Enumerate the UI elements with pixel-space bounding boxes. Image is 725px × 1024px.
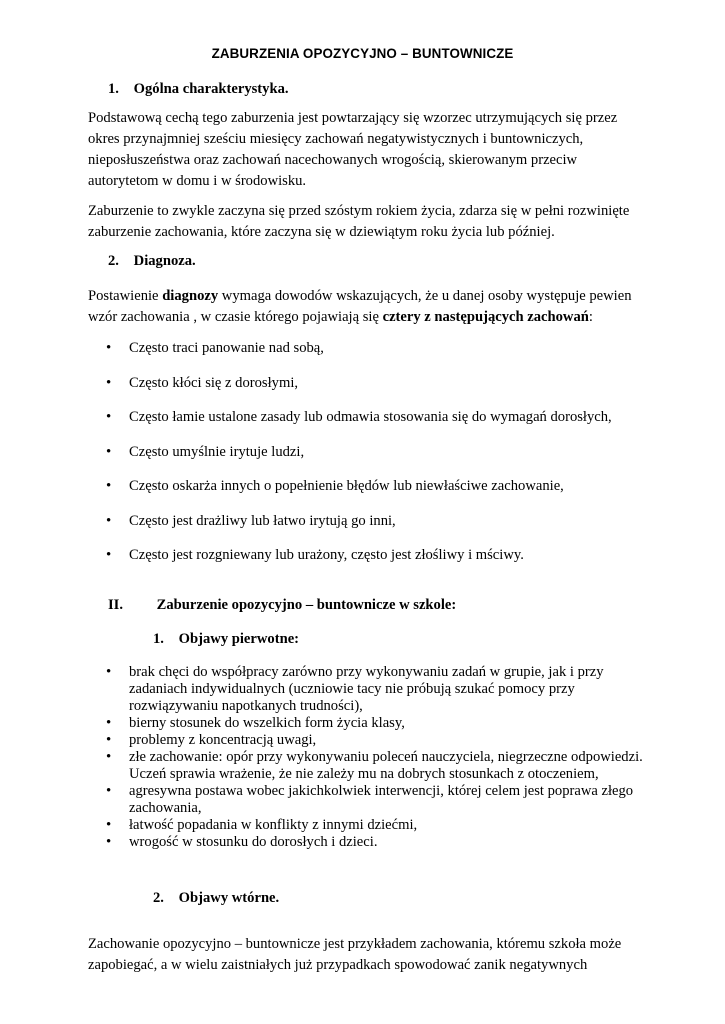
section-number: 2. [108, 253, 119, 269]
list-item: • wrogość w stosunku do dorosłych i dzieci. [88, 834, 648, 851]
text-run: Postawienie [88, 288, 163, 304]
list-item: • agresywna postawa wobec jakichkolwiek interwencji, której celem jest poprawa złego zachowania, [88, 783, 648, 817]
list-item: • Często oskarża innych o popełnienie błędów lub niewłaściwe zachowanie, [88, 476, 648, 511]
section-number: 1. [153, 631, 164, 647]
section-title: Objawy wtórne. [178, 890, 280, 906]
list-item: • bierny stosunek do wszelkich form życia klasy, [88, 715, 648, 732]
list-item: • problemy z koncentracją uwagi, [88, 732, 648, 749]
list-item: • Często jest drażliwy lub łatwo irytują go inni, [88, 511, 648, 546]
text-run: wymaga dowodów wskazujących, że u danej osoby występuje pewien wzór zachowania , w czasie którego pojawiają się [88, 288, 632, 325]
section-title: Ogólna charakterystyka. [133, 81, 289, 97]
section-number: 2. [153, 890, 164, 906]
bold-text: diagnozy [162, 288, 219, 304]
section-title: Objawy pierwotne: [178, 631, 300, 647]
section-heading-diagnosis [108, 251, 196, 272]
section-title: Diagnoza. [133, 253, 196, 269]
list-item: • Często kłóci się z dorosłymi, [88, 373, 648, 408]
part-heading-school [108, 595, 456, 616]
part-title: Zaburzenie opozycyjno – buntownicze w szkole: [156, 597, 457, 613]
list-item: • Często łamie ustalone zasady lub odmawia stosowania się do wymagań dorosłych, [88, 407, 648, 442]
section-number: 1. [108, 81, 119, 97]
paragraph-secondary: Zachowanie opozycyjno – buntownicze jest przykładem zachowania, któremu szkoła może zapobiegać, a w wielu zaistniałych już przypadkach spowodować zanik negatywnych [88, 936, 622, 973]
bold-text: cztery z następujących zachowań [382, 309, 589, 325]
subheading-primary-symptoms [153, 629, 299, 650]
paragraph-diagnosis [88, 286, 648, 328]
list-item: • łatwość popadania w konflikty z innymi dziećmi, [88, 817, 648, 834]
part-number: II. [108, 597, 124, 613]
document-title: ZABURZENIA OPOZYCYJNO – BUNTOWNICZE [211, 46, 514, 61]
primary-symptoms-list [88, 664, 648, 851]
section-heading-general [108, 79, 289, 100]
diagnosis-criteria-list [88, 338, 648, 580]
paragraph-onset: Zaburzenie to zwykle zaczyna się przed szóstym rokiem życia, zdarza się w pełni rozwinięte zaburzenie zachowania, które zaczyna się w dziewiątym roku życia lub później. [88, 203, 630, 240]
subheading-secondary-symptoms [153, 888, 279, 909]
list-item: • Często traci panowanie nad sobą, [88, 338, 648, 373]
list-item: • brak chęci do współpracy zarówno przy wykonywaniu zadań w grupie, jak i przy zadaniach indywidualnych (uczniowie tacy nie próbują szukać pomocy przy rozwiązywaniu napotkanych trudności), [88, 664, 648, 715]
text-run: : [588, 309, 593, 325]
list-item: • złe zachowanie: opór przy wykonywaniu poleceń nauczyciela, niegrzeczne odpowiedzi. Uczeń sprawia wrażenie, że nie zależy mu na dobrych stosunkach z otoczeniem, [88, 749, 648, 783]
list-item: • Często umyślnie irytuje ludzi, [88, 442, 648, 477]
paragraph-characteristics: Podstawową cechą tego zaburzenia jest powtarzający się wzorzec utrzymujących się przez okres przynajmniej sześciu miesięcy zachowań negatywistycznych i buntowniczych, nieposłuszeństwa oraz zachowań nacechowanych wrogością, skierowanym przeciw autorytetom w domu i w środowisku. [88, 110, 618, 189]
list-item: • Często jest rozgniewany lub urażony, często jest złośliwy i mściwy. [88, 545, 648, 580]
